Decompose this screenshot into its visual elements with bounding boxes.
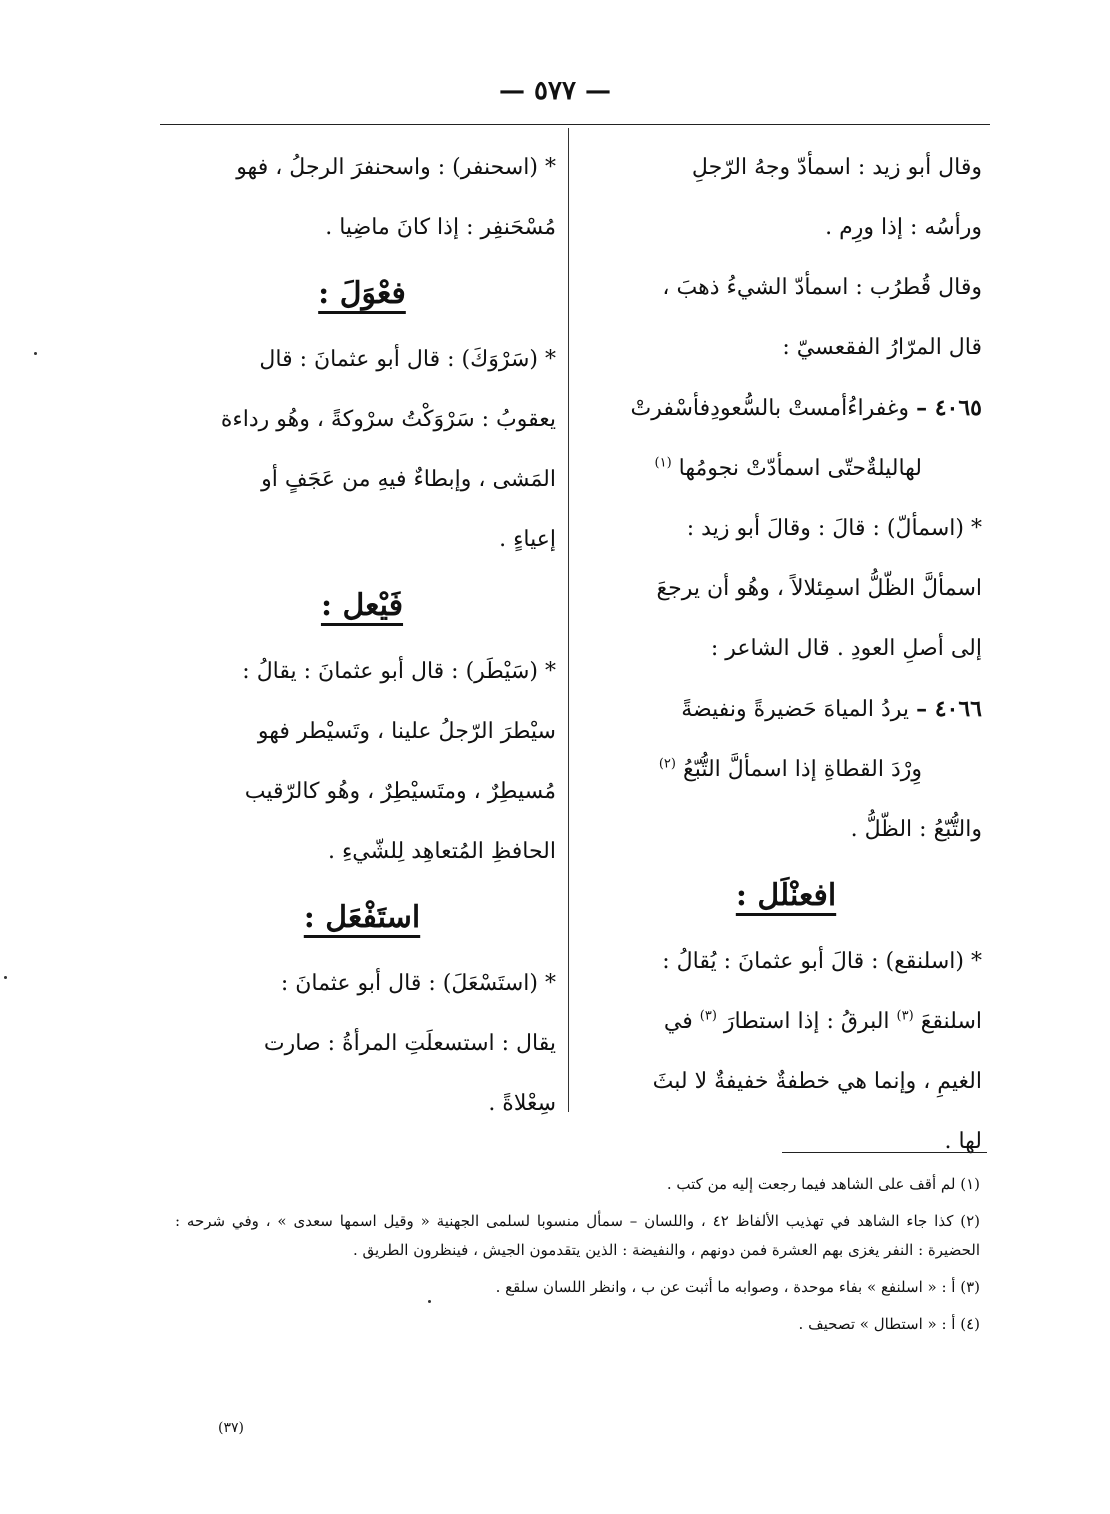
section-heading: افعنْلَل : [735,878,837,913]
footnotes [175,1170,980,1347]
paragraph-ismaall [590,499,982,679]
text-line: المَشى ، وإبطاءٌ فيهِ من عَجَفٍ أو [261,467,556,492]
section-heading: فعْوَلَ : [318,276,406,311]
text-fragment: في [663,1009,693,1034]
footnote-3: (٣) أ : « اسلنفع » بفاء موحدة ، وصوابه ما أثبت عن ب ، وانظر اللسان سلقع . [495,1278,980,1296]
scan-speck [34,352,37,355]
scan-speck [428,1300,431,1303]
paragraph-qutrub [590,258,982,378]
text-line: * (اسمألّ) : قالَ : وقالَ أبو زيد : [686,516,982,541]
page-number: — ٥٧٧ — [498,76,612,106]
verse-line [590,679,982,740]
verse-text: وغفراءُأمستْ بالسُّعودِفأسْفرتْ [630,396,910,421]
text-line: وقال قُطرُب : اسمأدّ الشيءُ ذهبَ ، [662,275,982,300]
text-line: * (اسلنقع) : قالَ أبو عثمانَ : يُقالُ : [662,949,982,974]
verse-line [590,740,982,800]
text-line: * (اسحنفر) : واسحنفرَ الرجلُ ، فهو [236,155,556,180]
right-column [590,138,982,1172]
paragraph-istasal [168,954,556,1134]
verse-number: ٤٠٦٥ – [916,395,982,421]
footnote-ref: (٣) [896,1008,914,1024]
verse-4065 [590,378,982,499]
section-heading: فَيْعل : [320,588,404,623]
section-heading-row [168,570,556,642]
footnote-ref: (٢) [658,756,676,772]
paragraph-abu-zayd [590,138,982,258]
text-line [590,992,982,1052]
footnote-ref: (١) [654,455,672,471]
text-line: * (سَيْطَر) : قال أبو عثمانَ : يقالُ : [242,659,556,684]
text-fragment: البرقُ : إذا استطارَ [723,1009,890,1034]
verse-text: لهاليلةٌحتّى اسمأدّتْ نجومُها [678,456,922,481]
footnote-1: (١) لم أقف على الشاهد فيما رجعت إليه من كتب . [666,1175,980,1193]
paragraph-sarwak [168,330,556,570]
text-line: سِعْلاةً . [488,1091,556,1116]
footnote-rule [782,1152,987,1153]
text-line: يقال : استسعلَتِ المرأةُ : صارت [263,1031,556,1056]
section-heading: استَفْعَل : [303,900,421,935]
verse-text: يردُ المياهَ حَضيرةً ونفيضةً [681,697,910,722]
text-line: وقال أبو زيد : اسمأدّ وجهُ الرّجلِ [691,155,982,180]
text-line: والتُّبّعُ : الظّلُّ . [850,817,982,842]
text-line: قال المرّارُ الفقعسيّ : [782,335,982,360]
section-heading-row [590,860,982,932]
text-line: لها . [944,1129,982,1154]
text-line: يعقوبُ : سَرْوَكْتُ سرْوكةً ، وهُو رداءة [220,407,556,432]
footnote-2: (٢) كذا جاء الشاهد في تهذيب الألفاظ ٤٢ ، واللسان – سمأل منسوبا لسلمى الجهنية « وقيل اسمها سعدى » ، وفي شرحه : الحضيرة : النفر يغزى بهم العشرة فمن دونهم ، والنفيضة : الذين يتقدمون الجيش ، فينظرون الطريق . [175,1212,980,1259]
text-line: الغيمِ ، وإنما هي خطفةٌ خفيفةٌ لا لبثَ [652,1069,982,1094]
text-line: مُسْحَنفِر : إذا كانَ ماضِيا . [325,215,556,240]
text-line: مُسيطِرٌ ، ومتَسيْطِرٌ ، وهُو كالرّقيب [244,779,556,804]
text-line: * (سَرْوَكَ) : قال أبو عثمانَ : قال [259,347,556,372]
paragraph-tubba [590,800,982,860]
verse-line [590,439,982,499]
verse-number: ٤٠٦٦ – [916,696,982,722]
column-divider [568,128,569,1112]
scan-speck [4,976,7,979]
paragraph-saytar [168,642,556,882]
text-line: اسمألَّ الظّلُّ اسمِئلالاً ، وهُو أن يرجعَ [656,576,982,601]
verse-line [590,378,982,439]
text-line: إلى أصلِ العودِ . قال الشاعر : [710,636,982,661]
verse-text: وِرْدَ القطاةِ إذا اسمألَّ التُّبّعُ [682,757,922,782]
text-line: ورأسُه : إذا ورِم . [825,215,982,240]
paragraph-ishanfar [168,138,556,258]
text-line: * (استَسْعَلَ) : قال أبو عثمانَ : [280,971,556,996]
section-heading-row [168,882,556,954]
text-line: إعياءٍ . [499,527,556,552]
footnote-4: (٤) أ : « استطال » تصحيف . [798,1315,980,1333]
signature-mark: (٣٧) [218,1420,244,1436]
text-line: الحافظِ المُتعاهِد لِلشّيءِ . [327,839,556,864]
verse-4066 [590,679,982,800]
left-column [168,138,556,1134]
text-fragment: اسلنقعَ [920,1009,982,1034]
footnote-ref: (٣) [699,1008,717,1024]
section-heading-row [168,258,556,330]
text-line: سيْطرَ الرّجلُ علينا ، وتَسيْطر فهو [257,719,556,744]
header-rule [160,124,990,125]
paragraph-islanqa [590,932,982,1172]
